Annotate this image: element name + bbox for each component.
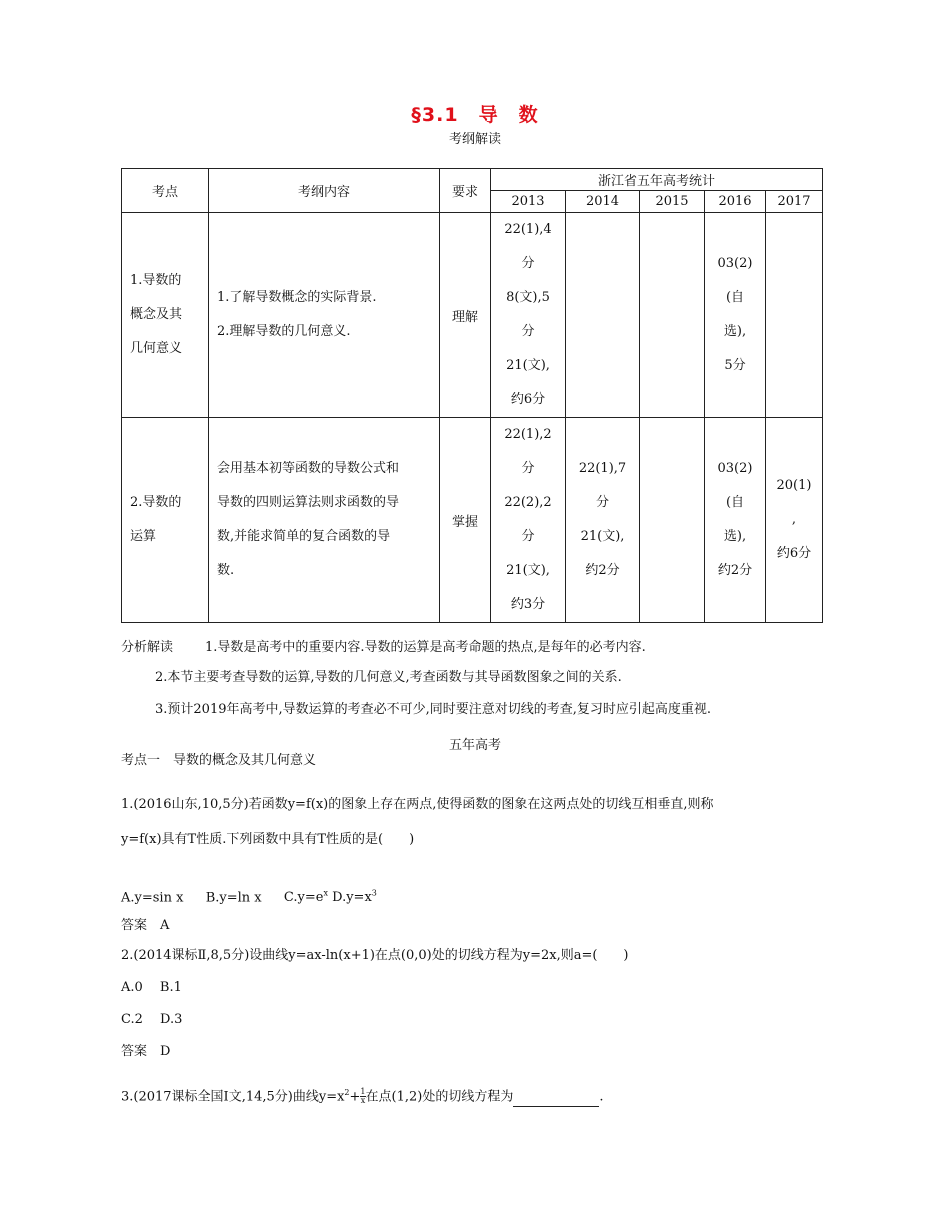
topic-heading: 考点一 导数的概念及其几何意义 <box>121 753 317 768</box>
year-cell-2015 <box>640 213 705 418</box>
question-1-line-1: 1.(2016山东,10,5分)若函数y=f(x)的图象上存在两点,使得函数的图象在这两点处的切线互相垂直,则称 <box>121 797 714 812</box>
syllabus-table <box>121 168 823 623</box>
option-c: $C.y=e^x$ <box>283 889 328 906</box>
content-cell: 1.了解导数概念的实际背景. 2.理解导数的几何意义. <box>209 213 440 418</box>
point-cell: 1.导数的 概念及其 几何意义 <box>122 213 209 418</box>
table-row <box>122 213 823 418</box>
year-cell-2015 <box>640 418 705 623</box>
header-year: 2013 <box>491 191 566 213</box>
question-1-answer: 答案 A <box>121 918 170 933</box>
header-point: 考点 <box>122 169 209 213</box>
content-cell: 会用基本初等函数的导数公式和 导数的四则运算法则求函数的导 数,并能求简单的复合函数的导 数. <box>209 418 440 623</box>
year-cell-2013: 22(1),2 分 22(2),2 分 21(文), 约3分 <box>491 418 566 623</box>
analysis-label: 分析解读 <box>121 640 174 655</box>
header-content: 考纲内容 <box>209 169 440 213</box>
year-cell-2017: 20(1) , 约6分 <box>766 418 823 623</box>
analysis-text: 1.导数是高考中的重要内容.导数的运算是高考命题的热点,是每年的必考内容. <box>205 640 646 655</box>
header-stats: 浙江省五年高考统计 <box>491 169 823 191</box>
option-b: B.y=ln x <box>205 890 262 906</box>
analysis-p1 <box>121 638 646 658</box>
section-heading: 五年高考 <box>448 738 501 753</box>
point-cell: 2.导数的 运算 <box>122 418 209 623</box>
option-a: A.y=sin x <box>121 890 184 906</box>
page-title: §3.1 导 数 <box>411 104 539 126</box>
header-year: 2017 <box>766 191 823 213</box>
option-d: $D.y=x^3$ <box>332 889 377 906</box>
header-year: 2015 <box>640 191 705 213</box>
question-2-line: 2.(2014课标Ⅱ,8,5分)设曲线y=ax-ln(x+1)在点(0,0)处的切线方程为y=2x,则a=( ) <box>121 948 629 963</box>
fraction: $\frac{1}{x}$ <box>360 1087 366 1106</box>
year-cell-2017 <box>766 213 823 418</box>
question-2-options-2: C.2 D.3 <box>121 1012 183 1027</box>
year-cell-2016: 03(2) (自 选), 5分 <box>705 213 766 418</box>
year-cell-2016: 03(2) (自 选), 约2分 <box>705 418 766 623</box>
table-row <box>122 418 823 623</box>
answer-blank[interactable] <box>513 1092 599 1107</box>
requirement-cell: 理解 <box>440 213 491 418</box>
question-2-answer: 答案 D <box>121 1044 171 1059</box>
question-1-line-2: y=f(x)具有T性质.下列函数中具有T性质的是( ) <box>121 832 415 847</box>
question-3-line: 3.(2017课标全国Ⅰ文,14,5分)曲线$y=x^2+$ $\frac{1}{x}$ 在点(1,2)处的切线方程为 . <box>121 1087 604 1106</box>
requirement-cell: 掌握 <box>440 418 491 623</box>
page-subtitle: 考纲解读 <box>448 132 501 147</box>
analysis-p3: 3.预计2019年高考中,导数运算的考查必不可少,同时要注意对切线的考查,复习时应引起高度重视. <box>155 702 712 717</box>
year-cell-2014 <box>566 213 640 418</box>
question-1-options <box>121 884 377 908</box>
header-year: 2016 <box>705 191 766 213</box>
year-cell-2014: 22(1),7 分 21(文), 约2分 <box>566 418 640 623</box>
header-year: 2014 <box>566 191 640 213</box>
analysis-p2: 2.本节主要考查导数的运算,导数的几何意义,考查函数与其导函数图象之间的关系. <box>155 670 622 685</box>
header-requirement: 要求 <box>440 169 491 213</box>
question-2-options-1: A.0 B.1 <box>121 980 182 995</box>
year-cell-2013: 22(1),4 分 8(文),5 分 21(文), 约6分 <box>491 213 566 418</box>
